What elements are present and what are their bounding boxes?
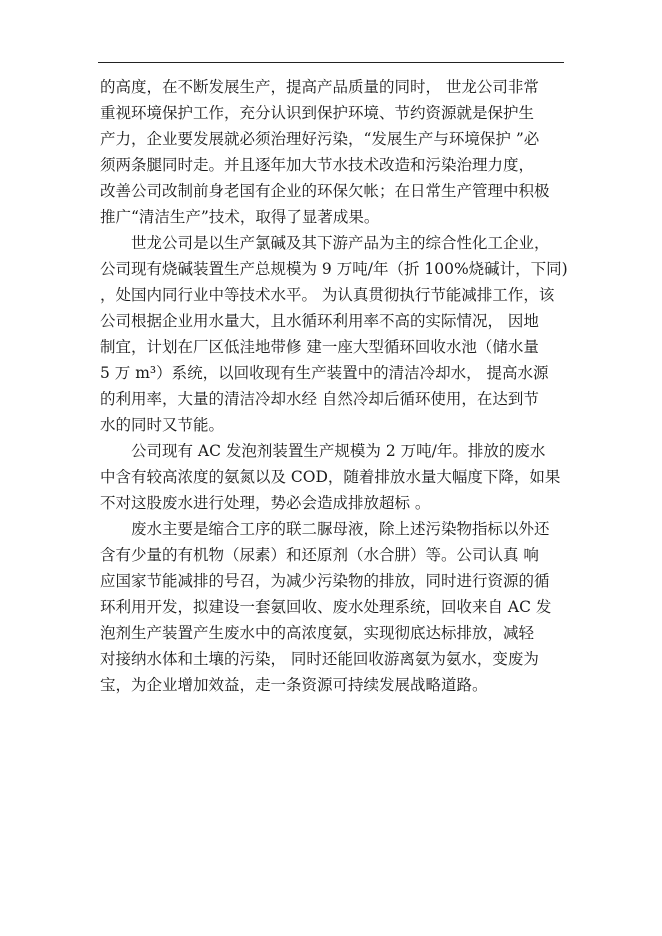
paragraph-start-line: 世龙公司是以生产氯碱及其下游产品为主的综合性化工企业， xyxy=(131,234,550,252)
text-line: 产力，企业要发展就必须治理好污染，“发展生产与环境保护 ”必 xyxy=(100,130,540,148)
text-line: 须两条腿同时走。并且逐年加大节水技术改造和污染治理力度， xyxy=(100,156,535,174)
text-line: 对接纳水体和土壤的污染， 同时还能回收游离氨为氨水，变废为 xyxy=(100,650,539,668)
text-line: 重视环境保护工作，充分认识到保护环境、节约资源就是保护生 xyxy=(100,104,535,122)
text-line: 应国家节能减排的号召，为减少污染物的排放，同时进行资源的循 xyxy=(100,572,550,590)
text-line: 水的同时又节能。 xyxy=(100,416,225,434)
text-line: 环利用开发，拟建设一套氨回收、废水处理系统，回收来自 AC 发 xyxy=(100,598,552,616)
text-line: 不对这股废水进行处理，势必会造成排放超标 。 xyxy=(100,494,431,512)
text-line: 制宜，计划在厂区低洼地带修 建一座大型循环回收水池（储水量 xyxy=(100,338,539,356)
text-line: 改善公司改制前身老国有企业的环保欠帐；在日常生产管理中积极 xyxy=(100,182,550,200)
paragraph-start-line: 公司现有 AC 发泡剂装置生产规模为 2 万吨/年。排放的废水 xyxy=(131,442,546,460)
text-line: 5 万 m³）系统，以回收现有生产装置中的清洁冷却水， 提高水源 xyxy=(100,364,549,382)
body-text xyxy=(100,74,570,698)
text-line: 公司根据企业用水量大，且水循环利用率不高的实际情况， 因地 xyxy=(100,312,539,330)
text-line: 的利用率，大量的清洁冷却水经 自然冷却后循环使用，在达到节 xyxy=(100,390,539,408)
paragraph-start-line: 废水主要是缩合工序的联二脲母液，除上述污染物指标以外还 xyxy=(131,520,550,538)
text-line: ，处国内同行业中等技术水平。 为认真贯彻执行节能减排工作，该 xyxy=(100,286,555,304)
text-line: 宝，为企业增加效益，走一条资源可持续发展战略道路。 xyxy=(100,676,488,694)
text-line: 公司现有烧碱装置生产总规模为 9 万吨/年（折 100%烧碱计，下同) xyxy=(100,260,568,278)
text-line: 的高度，在不断发展生产，提高产品质量的同时， 世龙公司非常 xyxy=(100,78,539,96)
header-rule xyxy=(98,62,564,63)
text-line: 中含有较高浓度的氨氮以及 COD，随着排放水量大幅度下降，如果 xyxy=(100,468,561,486)
text-line: 含有少量的有机物（尿素）和还原剂（水合肼）等。公司认真 响 xyxy=(100,546,539,564)
text-line: 推广“清洁生产”技术，取得了显著成果。 xyxy=(100,208,380,226)
text-line: 泡剂生产装置产生废水中的高浓度氨，实现彻底达标排放，减轻 xyxy=(100,624,535,642)
